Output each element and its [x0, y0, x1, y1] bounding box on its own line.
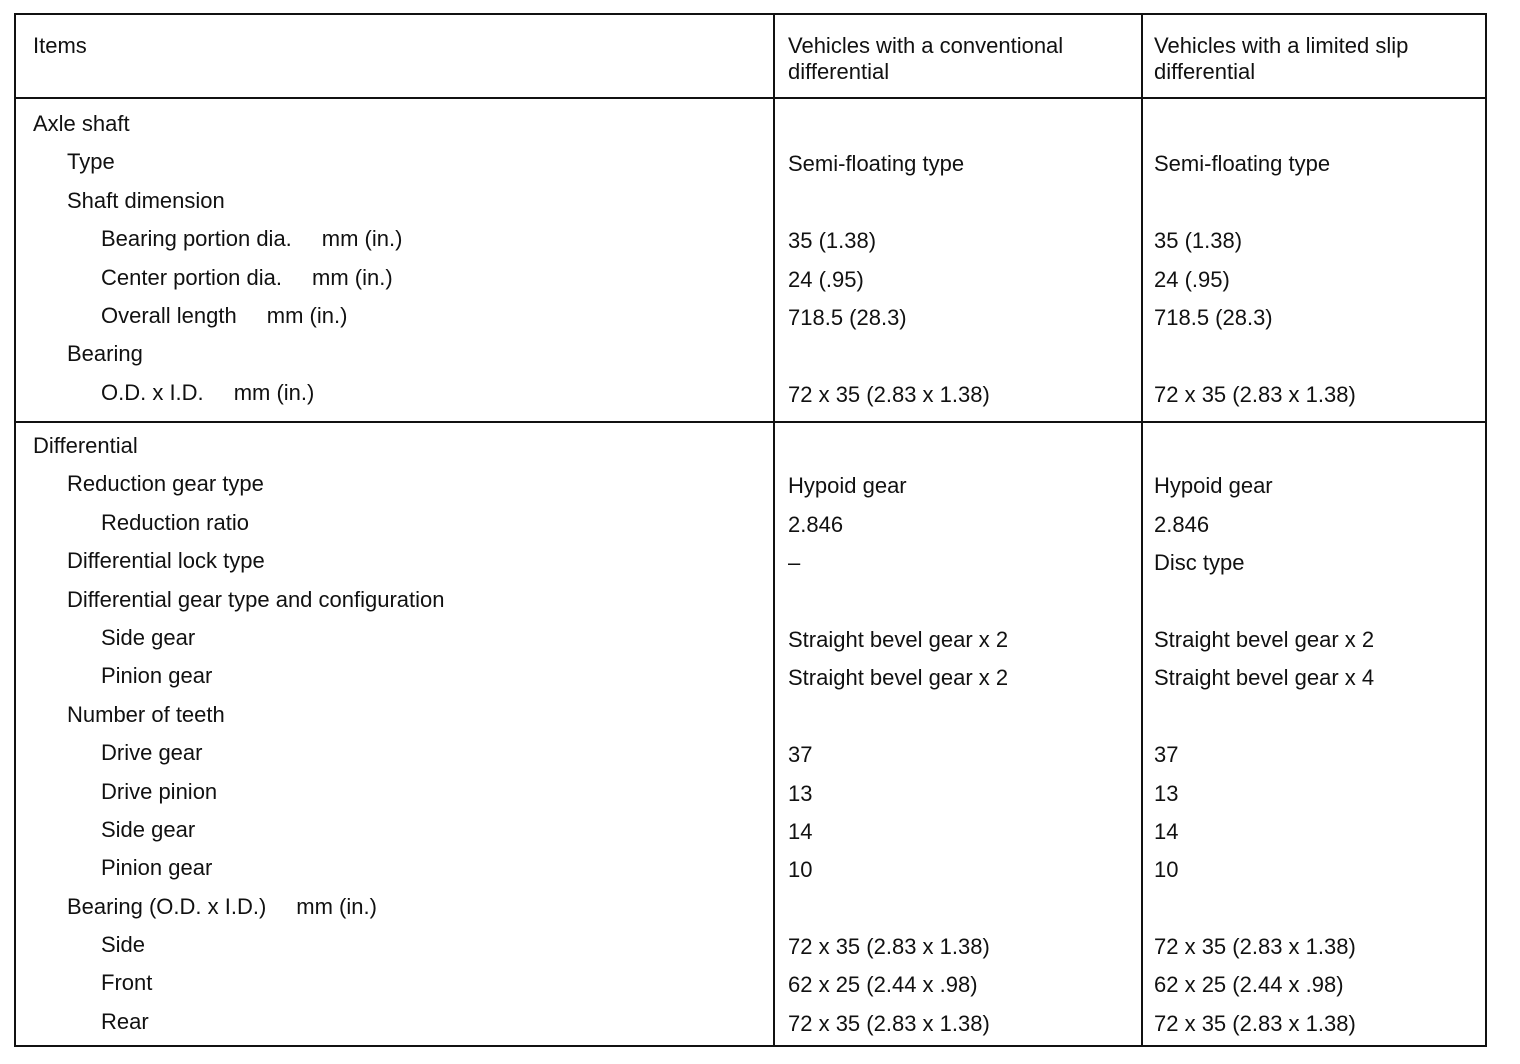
value-limited-slip: 13 — [1154, 780, 1179, 806]
value-limited-slip: 10 — [1154, 857, 1179, 883]
row-unit: mm (in.) — [312, 264, 393, 290]
row-label-group — [101, 259, 393, 297]
value-limited-slip: 14 — [1154, 818, 1179, 844]
table-row — [16, 182, 1485, 220]
value-conventional: Straight bevel gear x 2 — [788, 665, 1009, 691]
row-label: Differential lock type — [67, 548, 265, 574]
row-label: Side gear — [101, 816, 196, 842]
table-row — [16, 696, 1485, 734]
row-label: O.D. x I.D. — [101, 379, 204, 405]
row-label-group — [67, 696, 225, 734]
value-limited-slip: Disc type — [1154, 550, 1245, 576]
row-label: Differential — [33, 433, 138, 458]
row-label: Number of teeth — [67, 701, 225, 727]
header-conventional: Vehicles with a conventional differential — [788, 33, 1064, 84]
row-label-group — [101, 619, 195, 657]
value-conventional: – — [788, 550, 801, 576]
table-row — [16, 335, 1485, 373]
table-row — [16, 1003, 1485, 1041]
value-conventional: 35 (1.38) — [788, 228, 877, 254]
specification-table — [14, 13, 1487, 1047]
section-divider — [16, 421, 1485, 423]
header-divider — [16, 97, 1485, 99]
value-limited-slip: Straight bevel gear x 4 — [1154, 665, 1375, 691]
row-label-group — [101, 964, 152, 1002]
table-row — [16, 619, 1485, 657]
value-conventional: 72 x 35 (2.83 x 1.38) — [788, 381, 990, 407]
value-limited-slip: 718.5 (28.3) — [1154, 304, 1273, 330]
row-label: Axle shaft — [33, 111, 130, 136]
table-row — [16, 811, 1485, 849]
value-limited-slip: Semi-floating type — [1154, 151, 1331, 177]
table-row — [16, 465, 1485, 503]
value-limited-slip: 35 (1.38) — [1154, 228, 1243, 254]
row-label-group — [101, 734, 202, 772]
row-label-group — [101, 811, 195, 849]
value-conventional: 14 — [788, 818, 813, 844]
row-label: Reduction gear type — [67, 471, 264, 497]
row-label-group — [33, 427, 138, 465]
section-axle-shaft — [16, 105, 1485, 412]
table-row — [16, 143, 1485, 181]
row-label-group — [67, 542, 265, 580]
row-unit: mm (in.) — [296, 893, 377, 919]
row-label-group — [101, 849, 212, 887]
row-label-group — [101, 657, 212, 695]
row-unit: mm (in.) — [321, 226, 403, 252]
row-label: Side — [101, 932, 146, 958]
row-label-group — [101, 220, 402, 258]
table-row — [16, 259, 1485, 297]
table-row — [16, 105, 1485, 143]
value-conventional: 72 x 35 (2.83 x 1.38) — [788, 934, 990, 960]
value-conventional: 718.5 (28.3) — [788, 304, 907, 330]
value-conventional: Semi-floating type — [788, 151, 965, 177]
table-row — [16, 888, 1485, 926]
row-label-group — [101, 1003, 149, 1041]
row-label-group — [67, 335, 143, 373]
row-label: Rear — [101, 1008, 149, 1034]
value-limited-slip: 72 x 35 (2.83 x 1.38) — [1154, 381, 1356, 407]
row-label-group — [67, 888, 377, 926]
table-row — [16, 964, 1485, 1002]
row-label-group — [101, 297, 347, 335]
row-label: Center portion dia. — [101, 264, 282, 290]
value-conventional: 10 — [788, 857, 813, 883]
value-limited-slip: 37 — [1154, 742, 1179, 768]
row-label: Differential gear type and configuration — [67, 586, 445, 612]
row-label-group — [67, 581, 445, 619]
row-label: Reduction ratio — [101, 509, 249, 535]
value-limited-slip: 62 x 25 (2.44 x .98) — [1154, 972, 1344, 998]
value-conventional: Straight bevel gear x 2 — [788, 626, 1009, 652]
row-label: Type — [67, 149, 115, 175]
row-label-group — [101, 504, 249, 542]
table-row — [16, 773, 1485, 811]
header-limited-slip: Vehicles with a limited slip differential — [1154, 33, 1409, 84]
row-label: Pinion gear — [101, 663, 213, 689]
row-unit: mm (in.) — [233, 379, 315, 405]
row-label: Overall length — [101, 302, 237, 328]
row-unit: mm (in.) — [266, 302, 348, 328]
table-row — [16, 427, 1485, 465]
row-label: Shaft dimension — [67, 187, 225, 213]
row-label: Side gear — [101, 624, 196, 650]
value-conventional: 37 — [788, 742, 813, 768]
value-conventional: 72 x 35 (2.83 x 1.38) — [788, 1010, 990, 1036]
row-label-group — [67, 182, 225, 220]
table-row — [16, 581, 1485, 619]
section-differential — [16, 427, 1485, 1041]
row-label-group — [67, 143, 115, 181]
value-conventional: 62 x 25 (2.44 x .98) — [788, 972, 978, 998]
table-row — [16, 504, 1485, 542]
table-row — [16, 220, 1485, 258]
value-limited-slip: 24 (.95) — [1154, 266, 1230, 292]
table-row — [16, 657, 1485, 695]
row-label: Pinion gear — [101, 855, 213, 881]
row-label-group — [67, 465, 264, 503]
table-row — [16, 542, 1485, 580]
row-label-group — [101, 374, 314, 412]
value-limited-slip: 72 x 35 (2.83 x 1.38) — [1154, 934, 1356, 960]
row-label-group — [33, 105, 130, 143]
row-label-group — [101, 926, 145, 964]
header-items: Items — [33, 33, 87, 58]
row-label: Drive pinion — [101, 778, 218, 804]
value-conventional: 24 (.95) — [788, 266, 864, 292]
value-conventional: 2.846 — [788, 511, 844, 537]
table-row — [16, 926, 1485, 964]
table-row — [16, 849, 1485, 887]
value-conventional: 13 — [788, 780, 813, 806]
value-limited-slip: Straight bevel gear x 2 — [1154, 626, 1375, 652]
row-label: Drive gear — [101, 740, 203, 766]
value-conventional: Hypoid gear — [788, 473, 907, 499]
table-row — [16, 734, 1485, 772]
table-row — [16, 297, 1485, 335]
row-label-group — [101, 773, 217, 811]
row-label: Bearing — [67, 341, 143, 367]
row-label: Front — [101, 970, 153, 996]
value-limited-slip: 2.846 — [1154, 511, 1210, 537]
value-limited-slip: Hypoid gear — [1154, 473, 1273, 499]
row-label: Bearing portion dia. — [101, 226, 292, 252]
table-row — [16, 374, 1485, 412]
row-label: Bearing (O.D. x I.D.) — [67, 893, 267, 919]
value-limited-slip: 72 x 35 (2.83 x 1.38) — [1154, 1010, 1356, 1036]
